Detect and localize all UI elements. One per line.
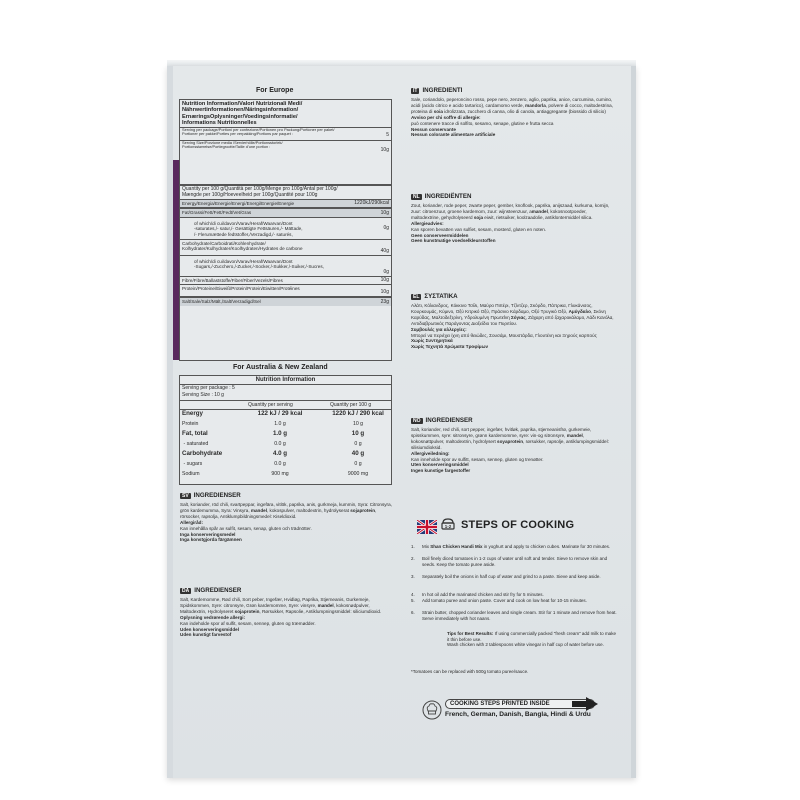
inside-label: COOKING STEPS PRINTED INSIDE xyxy=(450,701,550,707)
da-allergy-title: Oplysning vedrørende allergi: xyxy=(180,614,246,620)
eu-nutrient-value: 0g xyxy=(383,224,389,231)
au-nutrient-label: Fat, total xyxy=(182,430,208,437)
inside-languages: French, German, Danish, Bangla, Hindi & Urdu xyxy=(445,711,591,718)
au-nutrient-serving: 900 mg xyxy=(271,471,289,477)
au-heading: For Australia & New Zealand xyxy=(233,364,328,371)
da-no-preservatives: Uden konserveringsmiddel xyxy=(180,626,239,632)
arrow-right-icon xyxy=(572,697,598,711)
step-number: 2. xyxy=(411,556,415,561)
nl-allergy-title: Allergieadvies: xyxy=(411,220,444,226)
da-title: INGREDIENSER xyxy=(194,587,242,594)
eu-nutrient-value: 10g xyxy=(380,288,389,295)
au-nutrient-serving: 122 kJ / 29 kcal xyxy=(257,410,303,417)
el-allergy-title: Συμβουλές για αλλεργίες: xyxy=(411,326,467,332)
svg-text:1-2: 1-2 xyxy=(444,524,452,529)
el-no-colors: Χωρίς Τεχνητά Χρώματα Τροφίμων xyxy=(411,344,489,350)
eu-nutrient-row xyxy=(180,217,391,239)
eu-size-line: Serving Size/Porzione media /Servierhölle/Portionsstorlek/ xyxy=(182,140,283,145)
eu-nutrient-value: 40g xyxy=(380,247,389,254)
au-divider xyxy=(180,400,391,401)
it-ingredients: Sale, coriandolo, peperoncino rosso, pepe nero, zenzero, aglio, paprika, anice, curcumina, cumino, acidi (acido citrico e acido tartarico), cardamomo verde, mandorla, polvere di cocco, maltodestrina, proteina di soia idrolizzata, zucchero di canna, olio di canola, antiaggregante (biossido di silicio) xyxy=(411,97,613,114)
eu-nutrient-value: 1220kJ/290kcal xyxy=(354,199,389,206)
el-no-preservatives: Χωρίς Συντηρητικά xyxy=(411,338,453,344)
au-nutrient-per100: 9000 mg xyxy=(347,471,369,477)
au-nutrient-serving: 0.0 g xyxy=(274,441,286,447)
da-no-colors: Uden kunstigt farvestof xyxy=(180,632,232,638)
nl-no-preservatives: Geen conserveermiddelen xyxy=(411,232,469,238)
au-nutrient-label: - sugars xyxy=(182,461,203,467)
eu-nutrition-table xyxy=(179,99,392,361)
eu-size-value: 10g xyxy=(380,146,389,153)
el-section-body xyxy=(411,303,616,350)
eu-pack-value: 5 xyxy=(386,131,389,138)
eu-qty-line: Quantity per 100 g/Quantità per 100g/Menge pro 100g/Antal per 100g/ xyxy=(182,186,338,192)
au-nutrient-label: Sodium xyxy=(182,471,200,477)
no-allergy: Kan inneholde spor av sulfitt, sesam, sennep, gluten og trenøtter. xyxy=(411,456,544,462)
el-section-title xyxy=(411,293,458,300)
eu-nutrient-value: 10g xyxy=(380,276,389,283)
sv-lang-badge: SV xyxy=(182,493,189,499)
el-title: ΣΥΣΤΑΤΙΚΑ xyxy=(424,293,458,300)
step-text: Strain butter, chopped coriander leaves and single cream. Stir for 1 minute and remove from heat. Serve immediately with hot naans. xyxy=(422,610,617,621)
el-lang-badge: EL xyxy=(413,294,420,300)
servings-icon xyxy=(440,516,456,534)
it-lang-badge: IT xyxy=(413,88,418,94)
steps-title: STEPS OF COOKING xyxy=(461,519,575,531)
au-nutrient-per100: 1220 kJ / 290 kcal xyxy=(332,410,384,417)
au-nutrient-serving: 0.0 g xyxy=(274,461,286,467)
au-nutrient-label: - saturated xyxy=(182,441,209,447)
steps-header xyxy=(417,516,617,538)
step-number: 3. xyxy=(411,574,415,579)
eu-nutrient-row xyxy=(180,255,391,276)
it-section-body xyxy=(411,97,616,138)
eu-nutrient-label: Carbohydrate/Carboidrati/Kohlenhydrate/ Kolhydrater/Kulhydrater/Koolhydraten/Hydrates de carbone xyxy=(182,241,303,252)
eu-nutrient-row xyxy=(180,296,391,306)
el-allergy: Μπορεί να περιέχει ίχνη από θειώδες, Σουσάμι, Μουστάρδα, Γλουτένη και Ξηρούς καρπούς xyxy=(411,332,597,338)
it-allergy: può contenere tracce di solfito, sesamo, senape, glutine e frutta secca xyxy=(411,120,554,126)
eu-nutrient-row xyxy=(180,199,391,207)
eu-nutrient-row xyxy=(180,239,391,255)
eu-size-line: Portionsstørrelse/Portiegrootte/Taille d'une portion : xyxy=(182,144,271,150)
da-section-title xyxy=(180,587,241,594)
au-nutrient-per100: 10 g xyxy=(352,421,364,427)
eu-serving-size xyxy=(180,140,391,154)
it-section-title xyxy=(411,87,462,94)
nl-section-body xyxy=(411,203,616,244)
au-col-serving: Quantity per serving xyxy=(248,402,293,408)
step-text: In hot oil add the marinated chicken and stir fry for 5 minutes. xyxy=(422,592,544,597)
el-ingredients: Αλάτι, Κόλιανδρος, Κόκκινο Τσίλι, Μαύρο Πιπέρι, Τζίντζερ, Σκόρδο, Πάπρικα, Γλυκάνισος, Κουρκουμάς, Κύμινο, Οξύ Κιτρικό Οξύ, Πράσινο Κάρδαμο, Οξύ Τρυγικό Οξύ, Αμύγδαλο, Σκόνη Καρύδας, Μαλτοδεξτρίνη, Υδρολυμένη Πρωτεΐνη Σόγιας, Ζάχαρη από ζαχαροκάλαμο, Λάδι Κανόλα, Αντιδιαβρωτικός Παράγοντας Διοξείδιο του Πυριτίου. xyxy=(411,303,614,326)
it-title: INGREDIENTI xyxy=(422,87,463,94)
au-serving-pkg: Serving per package : 5 xyxy=(182,385,235,391)
au-col-100g: Quantity per 100 g xyxy=(330,402,372,408)
au-nutrient-label: Protein xyxy=(182,421,199,427)
da-ingredients: Salt, Kardemomme, Rød chili, Sort peber, Ingefær, Hvidløg, Paprika, Stjerneanis, Gurkemeje, Spidskommen, Syre: citronsyre, Grøn kardemomme, Syre: vinsyre, mandel, kokosnødpulver, Maltodextrin, Hydrolyseret sojaprotein, Rørsukker, Rapsolie, Antiklumpningsmiddel: siliciumdioxid. xyxy=(180,597,382,614)
tips-text-2: Wash chicken with 2 tablespoons white vinegar in half cup of water before use. xyxy=(447,642,604,648)
tips-title: Tips for Best Results: xyxy=(447,631,494,636)
eu-nutrient-label: Fat/Grassi/Fett/Fett/Fedt/Vet/Gras xyxy=(182,210,252,215)
eu-servings-per-pack xyxy=(180,127,391,140)
eu-qty-line: Mængde per 100g/Hoeveelheid per 100g/Quantité pour 100g xyxy=(182,192,318,198)
step-text: Boil finely diced tomatoes in 1-2 cups of water until soft and tender. Sieve to remove skin and seeds. Keep the tomato puree aside. xyxy=(422,556,608,567)
au-nutrient-serving: 1.0 g xyxy=(272,430,288,437)
eu-nutrient-label: Salt/Sale/Salz/Mält,/Salt/Verzadigd/Sel xyxy=(182,299,261,304)
au-nutrient-label: Energy xyxy=(182,410,203,417)
sv-section-title xyxy=(180,492,241,499)
it-no-colors: Nessun colorante alimentare artificiale xyxy=(411,132,496,138)
uk-flag-icon xyxy=(417,520,437,534)
eu-nutrient-value: 23g xyxy=(380,298,389,305)
au-table-title: Nutrition Information xyxy=(255,377,316,383)
no-allergy-title: Allergiveiledning: xyxy=(411,450,450,456)
eu-nutrient-row xyxy=(180,207,391,217)
eu-pack-line: Portioner per pakke/Porties per verpakking/Portions par paquet : xyxy=(182,131,293,137)
eu-title-line: Informations Nutritionnelles xyxy=(182,120,257,127)
sv-no-preservatives: Inga konserveringsmedel xyxy=(180,531,236,537)
nl-no-colors: Geen kunstmatige voedselkleurstoffen xyxy=(411,238,496,244)
eu-nutrient-value: 10g xyxy=(380,209,389,216)
tips-block xyxy=(447,631,617,648)
au-nutrient-per100: 0 g xyxy=(354,461,362,467)
au-nutrient-per100: 10 g xyxy=(351,430,365,437)
sv-title: INGREDIENSER xyxy=(193,492,241,499)
no-lang-badge: NO xyxy=(413,418,421,424)
eu-nutrient-row xyxy=(180,284,391,296)
eu-nutrient-label: Protein/Proteine/Eiweiß/Protein/Protein/Eiwitten/Protéines xyxy=(182,286,300,291)
it-allergy-title: Avviso per chi soffre di allergie: xyxy=(411,114,481,120)
da-allergy: Kan indeholde spor af sulfit, sesam, sennep, gluten og træmødder. xyxy=(180,620,316,626)
eu-nutrient-label: of which/di cui/davon/Varav/Heraf/Waarvan/Dont -saturates,/- satur,/- Gesättigte Fettsäuren,/- Mättade, /- Flerumættede fedtstoffer,/Verzadigd,/- saturés, xyxy=(194,221,303,237)
au-nutrient-per100: 40 g xyxy=(351,450,365,457)
no-ingredients: Salt, koriander, red chili, sort pepper, ingefær, hvitløk, paprika, stjerneanisfrø, gurkemeie, spisskummen, syre: sitronsyre, grønn kardemomme, syre: vin-og sitronsyre, mandel, kokosnøttpulver, maltodextrin, hydrolysert soyaprotein, rørsukker, rapsolje, antiklumpingsmiddel: silisiumdioksid. xyxy=(411,427,609,450)
no-section-title xyxy=(411,417,473,424)
eu-nutrient-label: of which/di cui/davon/Varav/Heraf/Waarvan/Dont -Sugars,/-Zucchero,/-Zucker,/-Socker,/-Sukker,/-Suiker,/-Sucres, xyxy=(194,259,324,270)
da-lang-badge: DA xyxy=(182,588,190,594)
nl-allergy: Kan sporen bevatten van sulfiet, sesam, mosterd, gluten en noten. xyxy=(411,226,547,232)
no-no-preservatives: Uten konserveringsmiddel xyxy=(411,462,469,468)
eu-nutrient-label: Fibre/Fibre/Ballaststoffe/Fiber/Fiber/Vezels/Fibres xyxy=(182,278,283,283)
eu-pack-line: Serving per package/Portioni per confezione/Portionen pro Packung/Portioner per paket/ xyxy=(182,127,335,132)
au-nutrient-serving: 1.0 g xyxy=(274,421,286,427)
eu-title-line: Nutrition Information/Valori Nutrizionali Medi/ xyxy=(182,101,303,107)
no-section-body xyxy=(411,427,616,474)
step-number: 4. xyxy=(411,592,415,597)
eu-title-line: Nährwertinformationen/Näringsinformation/ xyxy=(182,107,299,114)
au-serving-size: Serving Size : 10 g xyxy=(182,392,224,398)
eu-heading: For Europe xyxy=(256,87,294,94)
step-text: Add tomato puree and onion paste. Cover and cook on low heat for 10-15 minutes. xyxy=(422,598,587,603)
nl-section-title xyxy=(411,193,471,200)
da-section-body xyxy=(180,597,393,638)
sv-allergy: Kan innehålla spår av sulfit, sesam, senap, gluten och trädnötter. xyxy=(180,525,312,531)
nl-ingredients: Zout, koriander, rode peper, zwarte peper, gember, knoflook, paprika, anijszaad, kurkuma, komijn, zuur: citroenzuur, groene kardemom, zuur: wijnsteenzuur, amandel, kokosnootpoeder, maltodextrine, gehydrolyseerd soja eiwit, rietsuiker, koolzaadolie, antiklontermiddel silica. xyxy=(411,203,610,220)
sv-no-colors: Inga konstgjorda färgämnen xyxy=(180,537,242,543)
step-number: 5. xyxy=(411,598,415,603)
sv-ingredients: Salt, koriander, röd chili, svartpeppar, ingefära, vitlök, paprika, anis, gurkmeja, kummin, Syra: Citronsyra, grön kardemumma, Syra: Vinsyra, mandel, kokospulver, maltodextrin, hydrolyserat sojaprotein, rörsocker, rapsolja, Antiklumpbildningsmedel: Kiseldioxid. xyxy=(180,502,392,519)
au-nutrient-per100: 0 g xyxy=(354,441,362,447)
eu-nutrient-label: Energy/Energia/Energie/Energi/Energi/Energie/Energie xyxy=(182,201,295,206)
step-text: Separately boil the onions in half cup of water and grind to a paste. Sieve and keep aside. xyxy=(422,574,601,579)
au-nutrient-serving: 4.0 g xyxy=(272,450,288,457)
it-no-preservatives: Nessun conservante xyxy=(411,126,456,132)
eu-title-line: ErnæringsOplysninger/Voedingsinformatie/ xyxy=(182,113,298,120)
au-nutrient-label: Carbohydrate xyxy=(182,450,223,457)
eu-quantity-header xyxy=(180,184,391,199)
step-text: Mix Shan Chicken Handi Mix in yoghurt and apply to chicken cubes. Marinate for 30 minutes. xyxy=(422,544,611,549)
nl-title: INGREDIËNTEN xyxy=(424,193,472,200)
nl-lang-badge: NL xyxy=(413,194,420,200)
eu-table-title xyxy=(182,101,391,127)
tips-text: If using commercially packed "fresh cream" add milk to make it thin before use. xyxy=(447,631,616,642)
sv-section-body xyxy=(180,502,393,543)
step-number: 6. xyxy=(411,610,415,615)
step-number: 1. xyxy=(411,544,415,549)
no-no-colors: Ingen kunstige fargestoffer xyxy=(411,468,471,474)
sv-allergy-title: Allergiråd: xyxy=(180,519,203,525)
tomato-footnote: *Tomatoes can be replaced with 500g tomato puree/sauce. xyxy=(411,669,529,674)
eu-nutrient-row xyxy=(180,276,391,284)
au-nutrition-table xyxy=(179,375,392,485)
chef-hat-icon xyxy=(422,700,442,720)
no-title: INGREDIENSER xyxy=(425,417,473,424)
eu-nutrient-value: 0g xyxy=(383,268,389,275)
